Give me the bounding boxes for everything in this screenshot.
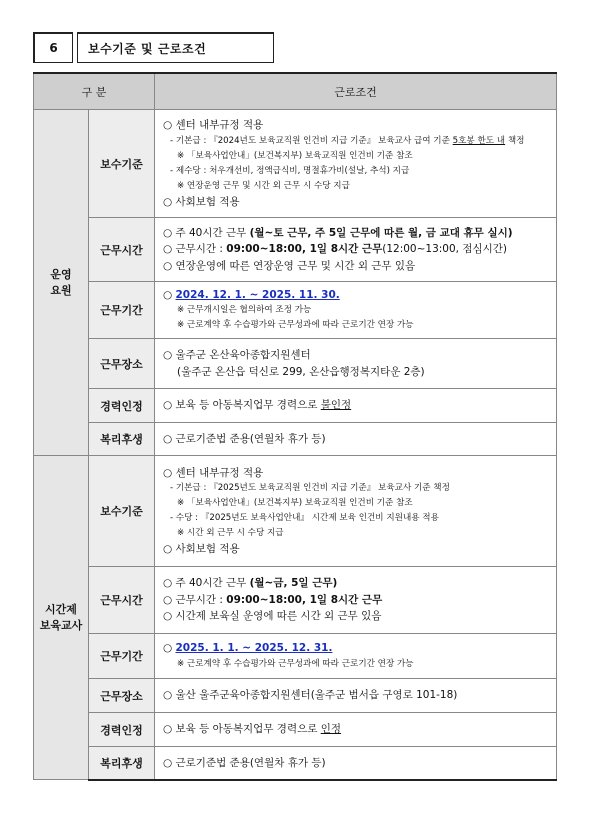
table-row: [34, 456, 557, 567]
table-header-row: [34, 73, 557, 110]
staff-pay-content: ○ 센터 내부규정 적용 - 기본급 : 『2024년도 보육교직원 인건비 지급 기준』 보육교사 급여 기준 5호봉 한도 내 책정 ※ 「보육사업안내」(보건복지부) 보육교직원 인건비 기준 참조 - 제수당 : 처우개선비, 정액급식비, 명절휴가비(설날, 추석) 지급 ※ 연장운영 근무 및 시간 외 근무 시 수당 지급 ○ 사회보험 적용: [155, 110, 557, 218]
row-label: 근무장소: [89, 679, 155, 713]
row-label: 복리후생: [89, 423, 155, 456]
row-label: 근무시간: [89, 567, 155, 634]
section-title: 보수기준 및 근로조건: [77, 32, 274, 63]
table-row: [34, 747, 557, 780]
table-row: [34, 567, 557, 634]
staff-career-content: ○ 보육 등 아동복지업무 경력으로 불인정: [155, 389, 557, 423]
teacher-welfare-content: ○ 근로기준법 준용(연월차 휴가 등): [155, 747, 557, 780]
teacher-place-content: ○ 울산 울주군육아종합지원센터(울주군 범서읍 구영로 101-18): [155, 679, 557, 713]
section-header: [33, 32, 274, 62]
group-label-teacher: 시간제 보육교사: [34, 456, 89, 780]
table-row: [34, 423, 557, 456]
staff-welfare-content: ○ 근로기준법 준용(연월차 휴가 등): [155, 423, 557, 456]
row-label: 경력인정: [89, 389, 155, 423]
row-label: 보수기준: [89, 110, 155, 218]
table-row: [34, 679, 557, 713]
table-row: [34, 282, 557, 339]
teacher-hours-content: ○ 주 40시간 근무 (월~금, 5일 근무) ○ 근무시간 : 09:00~18:00, 1일 8시간 근무 ○ 시간제 보육실 운영에 따른 시간 외 근무 있음: [155, 567, 557, 634]
header-category: 구 분: [34, 73, 155, 110]
staff-hours-content: ○ 주 40시간 근무 (월~토 근무, 주 5일 근무에 따른 월, 금 교대 휴무 실시) ○ 근무시간 : 09:00~18:00, 1일 8시간 근무(12:00~13:00, 점심시간) ○ 연장운영에 따른 연장운영 근무 및 시간 외 근무 있음: [155, 218, 557, 282]
table-row: [34, 110, 557, 218]
row-label: 근무장소: [89, 339, 155, 389]
section-number: 6: [33, 32, 73, 63]
table-row: [34, 339, 557, 389]
row-label: 근무기간: [89, 282, 155, 339]
row-label: 복리후생: [89, 747, 155, 780]
group-label-staff: 운영 요원: [34, 110, 89, 456]
row-label: 경력인정: [89, 713, 155, 747]
staff-period-content: ○ 2024. 12. 1. ~ 2025. 11. 30. ※ 근무개시일은 협의하여 조정 가능 ※ 근로계약 후 수습평가와 근무성과에 따라 근로기간 연장 가능: [155, 282, 557, 339]
row-label: 보수기준: [89, 456, 155, 567]
row-label: 근무시간: [89, 218, 155, 282]
header-conditions: 근로조건: [155, 73, 557, 110]
row-label: 근무기간: [89, 634, 155, 679]
conditions-table: [33, 72, 557, 781]
table-row: [34, 218, 557, 282]
table-row: [34, 634, 557, 679]
table-row: [34, 713, 557, 747]
table-row: [34, 389, 557, 423]
teacher-pay-content: ○ 센터 내부규정 적용 - 기본급 : 『2025년도 보육교직원 인건비 지급 기준』 보육교사 기준 책정 ※ 「보육사업안내」(보건복지부) 보육교직원 인건비 기준 참조 - 수당 : 『2025년도 보육사업안내』 시간제 보육 인건비 지원내용 적용 ※ 시간 외 근무 시 수당 지급 ○ 사회보험 적용: [155, 456, 557, 567]
teacher-period-content: ○ 2025. 1. 1. ~ 2025. 12. 31. ※ 근로계약 후 수습평가와 근무성과에 따라 근로기간 연장 가능: [155, 634, 557, 679]
staff-place-content: ○ 울주군 온산육아종합지원센터 (울주군 온산읍 덕신로 299, 온산읍행정복지타운 2층): [155, 339, 557, 389]
teacher-career-content: ○ 보육 등 아동복지업무 경력으로 인정: [155, 713, 557, 747]
